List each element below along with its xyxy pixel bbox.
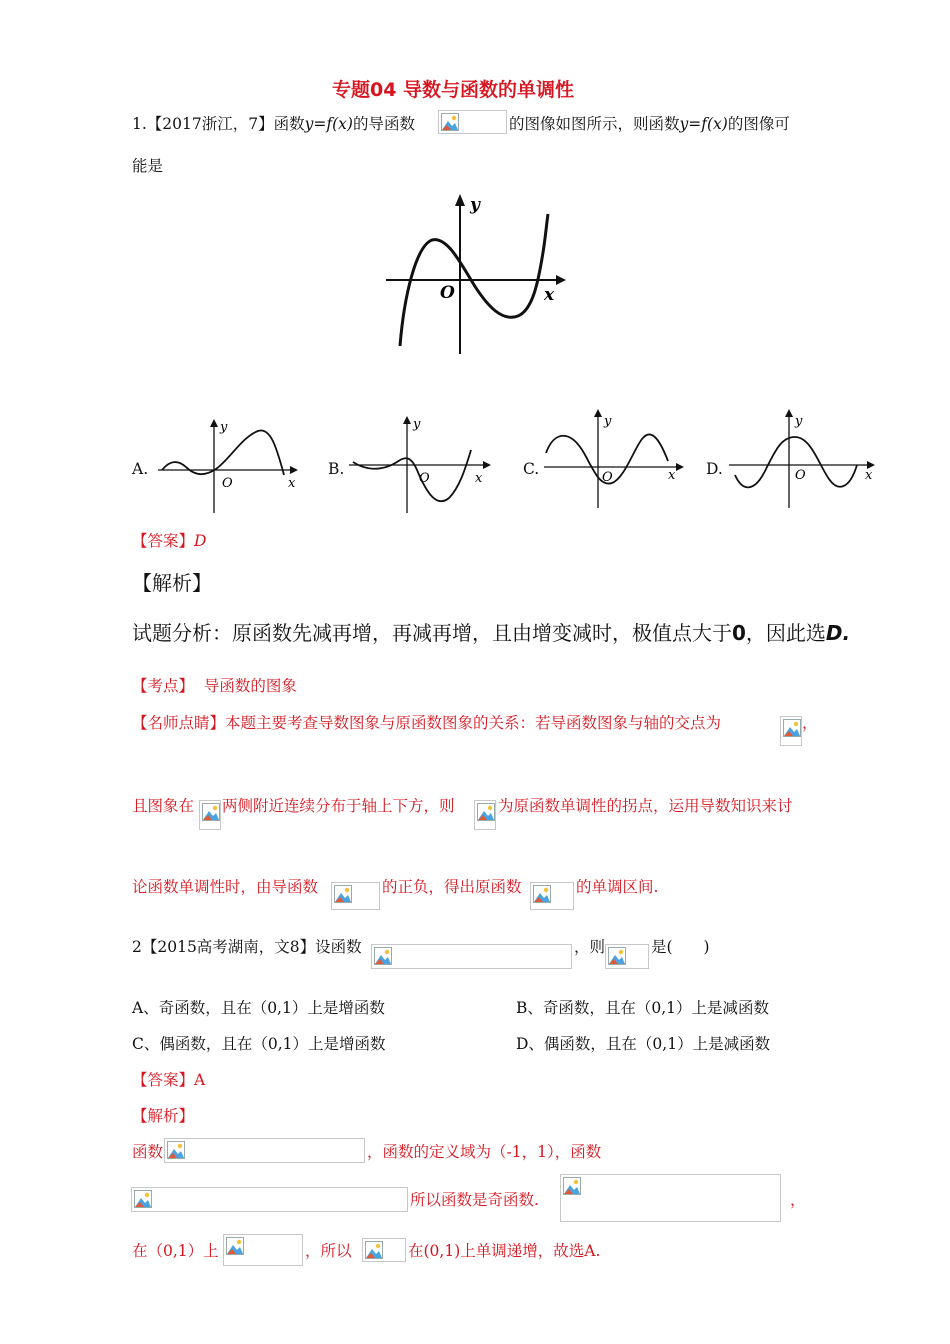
derivative-graph xyxy=(380,186,570,356)
broken-image-icon xyxy=(605,944,649,969)
broken-image-icon xyxy=(474,800,496,830)
broken-image-icon xyxy=(780,716,802,746)
q1-analysis-heading: 【解析】 xyxy=(132,571,212,595)
q2-stem-b: ，则 xyxy=(574,938,606,956)
q1-answer xyxy=(132,531,206,551)
svg-text:O: O xyxy=(795,468,806,483)
q1-mingshi-line3a: 论函数单调性时，由导函数 xyxy=(132,878,319,896)
svg-text:y: y xyxy=(604,414,612,429)
q1-mingshi-line2a: 且图象在 xyxy=(132,797,195,815)
option-a-graph xyxy=(152,415,302,515)
q1-mingshi-line3c: 的单调区间. xyxy=(576,878,659,896)
q1-answer-label: 【答案】 xyxy=(132,532,195,550)
q2-an3-b: ，所以 xyxy=(305,1242,352,1260)
svg-text:x: x xyxy=(865,468,873,483)
q1-kaodian-text: 导函数的图象 xyxy=(203,677,297,695)
option-b-graph xyxy=(345,410,495,515)
option-d-letter: D. xyxy=(706,460,723,478)
q1-mingshi-text1: 本题主要考查导数图象与原函数图象的关系：若导函数图象与轴的交点为 xyxy=(225,714,722,732)
broken-image-icon xyxy=(164,1138,365,1163)
svg-text:x: x xyxy=(668,468,676,483)
svg-text:y: y xyxy=(795,414,803,429)
main-y-label: y xyxy=(470,195,480,215)
q1-stem-line1 xyxy=(132,114,415,134)
q2-answer-value: A xyxy=(194,1071,206,1089)
main-origin-label: O xyxy=(440,283,455,303)
q2-option-b: B、奇函数，且在（0,1）上是减函数 xyxy=(516,999,770,1017)
q1-mingshi-label: 【名师点睛】 xyxy=(132,714,226,732)
q1-stem-part-c: 的图像如图所示，则函数 xyxy=(509,115,680,133)
q2-analysis-label: 【解析】 xyxy=(132,1107,195,1125)
q1-stem-line2: 能是 xyxy=(132,157,164,175)
q2-stem-c: 是( ) xyxy=(651,938,710,956)
option-b-letter: B. xyxy=(328,460,345,478)
q2-an3-a: 在（0,1）上 xyxy=(132,1242,219,1260)
broken-image-icon xyxy=(560,1174,781,1222)
main-x-label: x xyxy=(544,285,555,305)
q2-an1-b: ，函数的定义域为（-1，1），函数 xyxy=(367,1143,602,1161)
q1-mingshi-line3b: 的正负，得出原函数 xyxy=(382,878,522,896)
q1-kaodian-label: 【考点】 xyxy=(132,677,195,695)
q1-fx-1: y=f(x) xyxy=(304,115,353,133)
q2-option-a: A、奇函数，且在（0,1）上是增函数 xyxy=(132,999,385,1017)
svg-text:O: O xyxy=(222,476,233,491)
q1-stem-line1-cont xyxy=(509,114,790,134)
q1-mingshi-line2b: 两侧附近连续分布于轴上下方，则 xyxy=(222,797,455,815)
q1-stem-part-b: 的导函数 xyxy=(352,115,415,133)
q1-analysis-choice: D. xyxy=(825,621,851,645)
broken-image-icon xyxy=(438,110,507,134)
option-d-graph xyxy=(725,405,880,510)
option-b-curve xyxy=(353,450,471,501)
q2-stem-a: 2【2015高考湖南，文8】设函数 xyxy=(132,938,362,956)
q2-answer-label: 【答案】 xyxy=(132,1071,195,1089)
q1-fx-2: y=f(x) xyxy=(679,115,728,133)
q1-analysis-zero: 0 xyxy=(732,621,746,645)
q2-an2-end: ， xyxy=(790,1191,806,1209)
q1-mingshi-line2c: 为原函数单调性的拐点，运用导数知识来讨 xyxy=(498,797,793,815)
svg-text:y: y xyxy=(220,420,228,435)
svg-text:y: y xyxy=(413,417,421,432)
page-title: 专题04 导数与函数的单调性 xyxy=(332,79,575,101)
main-y-arrow xyxy=(455,194,465,206)
q1-analysis-a: 试题分析：原函数先减再增，再减再增，且由增变减时，极值点大于 xyxy=(132,621,732,645)
q2-option-c: C、偶函数，且在（0,1）上是增函数 xyxy=(132,1035,386,1053)
broken-image-icon xyxy=(362,1238,406,1262)
option-c-graph xyxy=(538,405,688,510)
broken-image-icon xyxy=(223,1234,303,1266)
q1-mingshi-line1 xyxy=(132,713,721,733)
broken-image-icon xyxy=(331,882,380,910)
broken-image-icon xyxy=(530,882,574,910)
q1-mingshi-line1-end: ， xyxy=(802,714,818,732)
svg-text:O: O xyxy=(602,470,613,485)
broken-image-icon xyxy=(199,800,221,830)
q1-answer-value: D xyxy=(194,532,207,550)
broken-image-icon xyxy=(371,944,572,969)
q1-analysis-text xyxy=(132,617,850,646)
q2-answer xyxy=(132,1070,205,1090)
q1-stem-part-a: 1.【2017浙江，7】函数 xyxy=(132,115,305,133)
q2-an1-a: 函数 xyxy=(132,1143,164,1161)
q2-an2-b: 所以函数是奇函数. xyxy=(410,1191,539,1209)
broken-image-icon xyxy=(131,1187,408,1212)
svg-text:O: O xyxy=(419,471,430,486)
main-x-arrow xyxy=(556,275,566,285)
option-a-curve xyxy=(162,430,284,475)
q1-stem-part-d: 的图像可 xyxy=(727,115,790,133)
q1-analysis-b: ，因此选 xyxy=(745,621,826,645)
q2-option-d: D、偶函数，且在（0,1）上是减函数 xyxy=(516,1035,771,1053)
option-c-letter: C. xyxy=(523,460,540,478)
q2-an3-c: 在(0,1)上单调递增，故选A. xyxy=(408,1242,601,1260)
svg-text:x: x xyxy=(288,476,296,491)
svg-text:x: x xyxy=(475,471,483,486)
option-a-letter: A. xyxy=(132,460,149,478)
q1-kaodian xyxy=(132,676,297,696)
